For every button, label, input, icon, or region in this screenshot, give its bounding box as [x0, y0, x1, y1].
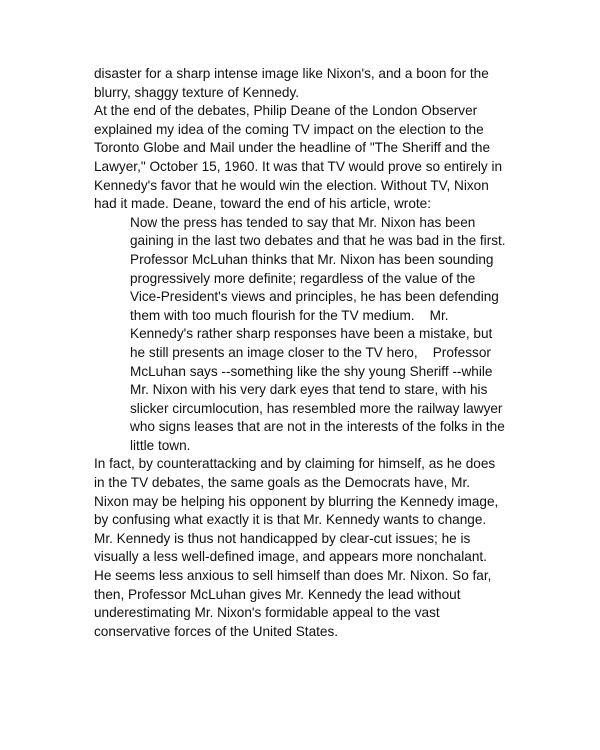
text-line: Kennedy's rather sharp responses have been a mistake, but [130, 326, 493, 342]
text-line: Now the press has tended to say that Mr. Nixon has been [130, 214, 476, 230]
text-line: Mr. Nixon with his very dark eyes that tend to stare, with his [130, 382, 488, 398]
closing-paragraph [94, 455, 534, 641]
text-line: Kennedy's favor that he would win the election. Without TV, Nixon [94, 177, 489, 193]
text-line: slicker circumlocution, has resembled more the railway lawyer [130, 400, 503, 416]
text-line: conservative forces of the United States. [94, 623, 339, 639]
block-quote [94, 214, 534, 456]
text-line: had it made. Deane, toward the end of his article, wrote: [94, 196, 432, 212]
intro-paragraphs [94, 65, 534, 214]
text-line: by confusing what exactly it is that Mr. Kennedy wants to change. [94, 512, 487, 528]
text-line: Professor McLuhan thinks that Mr. Nixon has been sounding [130, 251, 494, 267]
text-line: them with too much flourish for the TV medium. Mr. [130, 307, 449, 323]
text-line: then, Professor McLuhan gives Mr. Kennedy the lead without [94, 586, 461, 602]
text-line: in the TV debates, the same goals as the Democrats have, Mr. [94, 475, 471, 491]
text-line: Nixon may be helping his opponent by blurring the Kennedy image, [94, 493, 499, 509]
text-line: McLuhan says --something like the shy young Sheriff --while [130, 363, 493, 379]
text-line: little town. [130, 437, 191, 453]
text-line: Toronto Globe and Mail under the headline of "The Sheriff and the [94, 140, 491, 156]
text-line: visually a less well-defined image, and appears more nonchalant. [94, 549, 487, 565]
text-line: who signs leases that are not in the interests of the folks in the [130, 419, 505, 435]
text-line: Vice-President's views and principles, he has been defending [130, 289, 499, 305]
text-line: Lawyer," October 15, 1960. It was that TV would prove so entirely in [94, 158, 503, 174]
text-line: At the end of the debates, Philip Deane of the London Observer [94, 103, 478, 119]
text-line: He seems less anxious to sell himself than does Mr. Nixon. So far, [94, 568, 492, 584]
text-line: gaining in the last two debates and that he was bad in the first. [130, 233, 506, 249]
text-line: underestimating Mr. Nixon's formidable appeal to the vast [94, 605, 440, 621]
text-line: he still presents an image closer to the TV hero, Professor [130, 344, 491, 360]
text-line: Mr. Kennedy is thus not handicapped by clear-cut issues; he is [94, 530, 471, 546]
text-line: In fact, by counterattacking and by claiming for himself, as he does [94, 456, 496, 472]
text-line: blurry, shaggy texture of Kennedy. [94, 84, 300, 100]
text-line: progressively more definite; regardless of the value of the [130, 270, 476, 286]
text-line: disaster for a sharp intense image like Nixon's, and a boon for the [94, 66, 489, 81]
text-line: explained my idea of the coming TV impact on the election to the [94, 121, 484, 137]
document-body [94, 65, 534, 641]
